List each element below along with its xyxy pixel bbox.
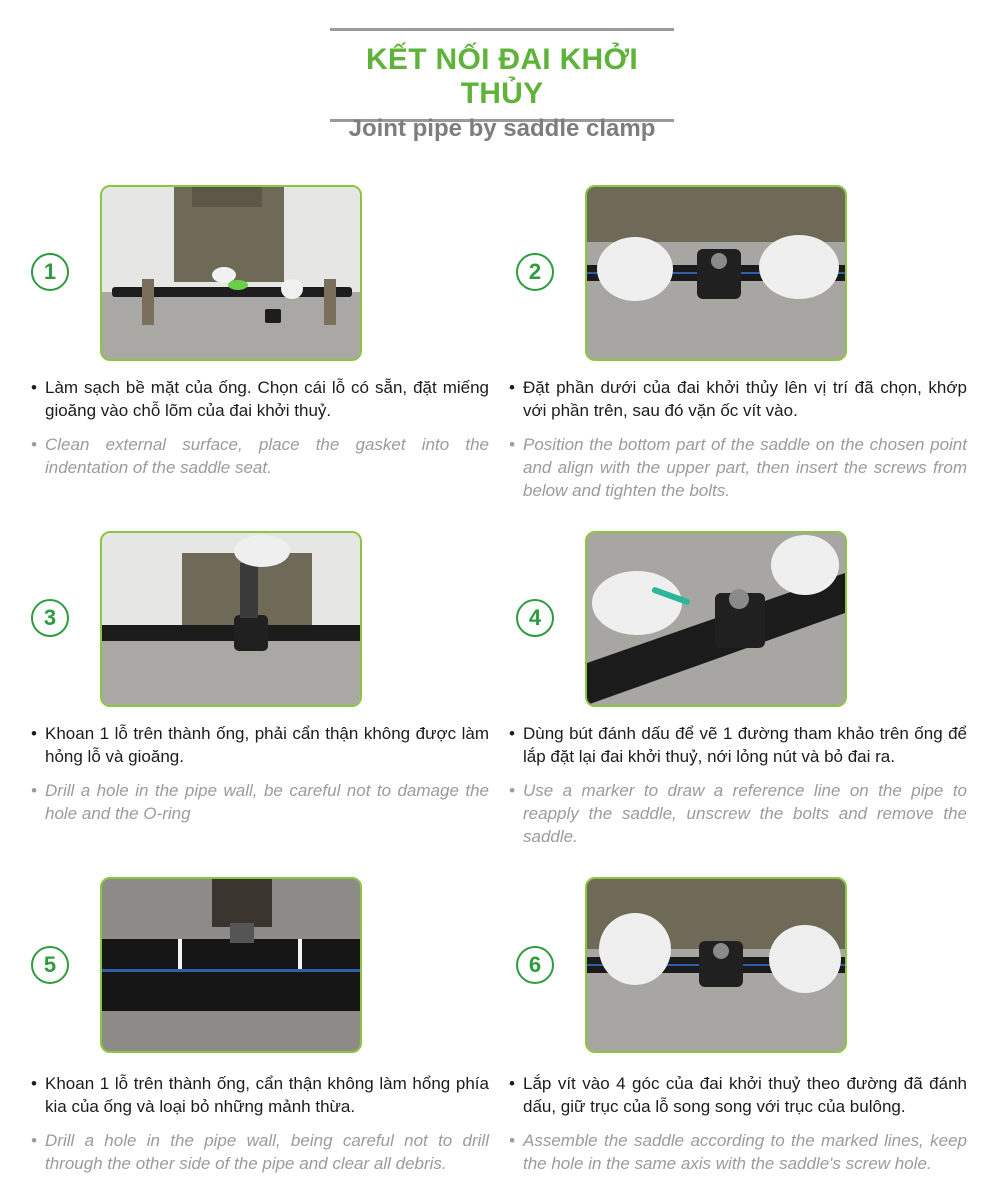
step-instruction-en [509, 779, 967, 848]
step-instruction-vi [509, 1072, 967, 1118]
step-instruction-vi [31, 376, 489, 422]
step-instruction-en [31, 433, 489, 479]
bullet: • [31, 435, 37, 454]
bullet: • [31, 781, 37, 800]
step-instruction-en [509, 1129, 967, 1175]
step-instruction-en [509, 433, 967, 502]
instruction-vi-text: Đặt phần dưới của đai khởi thủy lên vị trí đã chọn, khớp với phần trên, sau đó vặn ốc vít vào. [523, 378, 967, 420]
page-header [330, 28, 674, 142]
bullet: • [31, 1074, 37, 1093]
instruction-vi-text: Lắp vít vào 4 góc của đai khởi thuỷ theo đường đã đánh dấu, giữ trục của lỗ song song với trục của bulông. [523, 1074, 967, 1116]
instruction-vi-text: Làm sạch bề mặt của ống. Chọn cái lỗ có sẵn, đặt miếng gioăng vào chỗ lõm của đai khởi thuỷ. [45, 378, 489, 420]
instruction-en-text: Drill a hole in the pipe wall, be careful not to damage the hole and the O-ring [45, 781, 489, 823]
instruction-vi-text: Khoan 1 lỗ trên thành ống, cẩn thận không làm hổng phía kia của ống và loại bỏ những mảnh thừa. [45, 1074, 489, 1116]
page-subtitle: Joint pipe by saddle clamp [348, 115, 656, 142]
step-instruction-en [31, 779, 489, 825]
bullet: • [31, 1131, 37, 1150]
instruction-en-text: Drill a hole in the pipe wall, being careful not to drill through the other side of the pipe and clear all debris. [45, 1131, 489, 1173]
step-instruction-vi [31, 1072, 489, 1118]
step-number-badge: 3 [31, 599, 69, 637]
instruction-en-text: Position the bottom part of the saddle on the chosen point and align with the upper part, then insert the screws from below and tighten the bolts. [523, 435, 967, 500]
instruction-en-text: Use a marker to draw a reference line on the pipe to reapply the saddle, unscrew the bolts and remove the saddle. [523, 781, 967, 846]
instruction-en-text: Assemble the saddle according to the marked lines, keep the hole in the same axis with the saddle's screw hole. [523, 1131, 967, 1173]
bullet: • [509, 781, 515, 800]
step-photo [585, 531, 847, 707]
bullet: • [509, 1131, 515, 1150]
instruction-vi-text: Dùng bút đánh dấu để vẽ 1 đường tham khảo trên ống để lắp đặt lại đai khởi thuỷ, nới lỏng nút và bỏ đai ra. [523, 724, 967, 766]
step-number-badge: 4 [516, 599, 554, 637]
step-photo [100, 531, 362, 707]
step-number-badge: 1 [31, 253, 69, 291]
step-photo [100, 877, 362, 1053]
bullet: • [31, 724, 37, 743]
bullet: • [509, 724, 515, 743]
step-photo [585, 877, 847, 1053]
step-photo [585, 185, 847, 361]
step-number-badge: 2 [516, 253, 554, 291]
bullet: • [509, 435, 515, 454]
step-photo [100, 185, 362, 361]
step-instruction-vi [31, 722, 489, 768]
step-instruction-en [31, 1129, 489, 1175]
step-instruction-vi [509, 722, 967, 768]
instruction-vi-text: Khoan 1 lỗ trên thành ống, phải cẩn thận không được làm hỏng lỗ và gioăng. [45, 724, 489, 766]
bullet: • [509, 378, 515, 397]
instruction-en-text: Clean external surface, place the gasket into the indentation of the saddle seat. [45, 435, 489, 477]
step-number-badge: 5 [31, 946, 69, 984]
page-title: KẾT NỐI ĐAI KHỞI THỦY [365, 43, 639, 110]
bullet: • [31, 378, 37, 397]
step-number-badge: 6 [516, 946, 554, 984]
bullet: • [509, 1074, 515, 1093]
step-instruction-vi [509, 376, 967, 422]
